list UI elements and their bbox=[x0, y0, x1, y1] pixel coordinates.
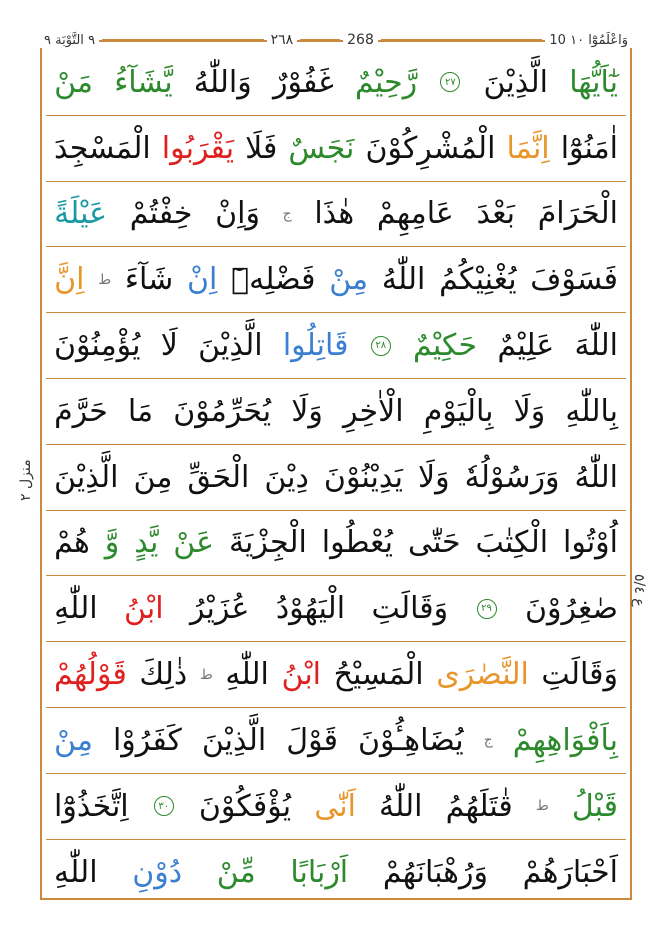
verse-word: مَا bbox=[127, 393, 154, 429]
verse-word: مِنْ bbox=[329, 262, 369, 298]
page-header bbox=[40, 30, 632, 50]
verse-word: مِنْ bbox=[54, 722, 93, 758]
verse-word: ابْنُ bbox=[124, 591, 164, 627]
verse-word: غَفُوْرٌ bbox=[272, 64, 334, 100]
verse-word: صٰغِرُوْنَ bbox=[524, 591, 618, 627]
verse-word: اِنْ bbox=[187, 262, 218, 298]
verse-word: اِنَّمَا bbox=[506, 130, 550, 166]
waqf-mark: ج bbox=[282, 205, 292, 222]
verse-word: يُغْنِيْكُمُ bbox=[439, 262, 517, 298]
header-rule-right bbox=[381, 39, 543, 42]
verse-word: الَّذِيْنَ bbox=[483, 64, 548, 100]
verse-word: حَتّٰى bbox=[407, 525, 461, 561]
verse-word: فَلَا bbox=[245, 130, 278, 166]
ayah-number-marker: ٣٠ bbox=[154, 796, 174, 816]
verse-line bbox=[46, 50, 626, 116]
verse-word: حَكِيْمٌ bbox=[412, 328, 478, 364]
verse-line bbox=[46, 182, 626, 248]
verse-word: اللّٰهِ bbox=[54, 591, 98, 627]
verse-word: رَّحِيْمٌ bbox=[355, 64, 418, 100]
verse-word: مِنَ bbox=[133, 459, 173, 495]
verse-word: اللّٰهَ bbox=[574, 328, 618, 364]
page-number-arabic: ٢٦٨ bbox=[267, 32, 298, 48]
verse-word: عَنْ bbox=[173, 525, 215, 561]
verse-word: اَحْبَارَهُمْ bbox=[522, 854, 618, 890]
verse-word: عَامِهِمْ bbox=[376, 196, 454, 232]
verse-word: عَيْلَةً bbox=[54, 196, 108, 232]
verse-word: وَاللّٰهُ bbox=[193, 64, 252, 100]
verse-word: ابْنُ bbox=[281, 657, 322, 693]
verse-line bbox=[46, 774, 626, 840]
verse-word: بَعْدَ bbox=[476, 196, 516, 232]
verse-line bbox=[46, 116, 626, 182]
verse-word: وَقَالَتِ bbox=[371, 591, 449, 627]
verse-word: وَلَا bbox=[513, 393, 546, 429]
waqf-mark: ط bbox=[535, 798, 549, 815]
verse-word: الَّذِيْنَ bbox=[201, 722, 267, 758]
verse-word: اَرْبَابًا bbox=[290, 854, 349, 890]
verse-word: الْمَسِيْحُ bbox=[333, 657, 424, 693]
verse-word: قَاتِلُوا bbox=[282, 328, 349, 364]
verse-word: بِالْيَوْمِ bbox=[423, 393, 494, 429]
verse-word: حَرَّمَ bbox=[54, 393, 108, 429]
verse-word: الْمَسْجِدَ bbox=[54, 130, 151, 166]
verse-word: الْحَقِّ bbox=[187, 459, 250, 495]
verse-word: اِتَّخَذُوْٓا bbox=[54, 788, 129, 824]
verse-word: الْكِتٰبَ bbox=[475, 525, 549, 561]
verse-line bbox=[46, 840, 626, 906]
verse-line bbox=[46, 379, 626, 445]
verse-word: وَاِنْ bbox=[215, 196, 260, 232]
page-number: 268 bbox=[343, 32, 378, 48]
ayah-number-marker: ٢٨ bbox=[371, 336, 391, 356]
verse-word: الْحَرَامَ bbox=[537, 196, 618, 232]
verse-word: يُحَرِّمُوْنَ bbox=[173, 393, 272, 429]
verse-line bbox=[46, 313, 626, 379]
verse-word: دُوْنِ bbox=[132, 854, 183, 890]
waqf-mark: ط bbox=[199, 666, 213, 683]
verse-line bbox=[46, 576, 626, 642]
verse-word: هٰذَا bbox=[314, 196, 355, 232]
verse-word: كَفَرُوْا bbox=[112, 722, 182, 758]
surah-label: 10 وَاعْلَمُوْٓا ١٠ bbox=[545, 33, 632, 48]
verse-word: شَآءَ bbox=[124, 262, 174, 298]
verse-word: فَسَوْفَ bbox=[530, 262, 618, 298]
verse-word: وَرُهْبَانَهُمْ bbox=[382, 854, 488, 890]
verse-word: يُؤْمِنُوْنَ bbox=[54, 328, 141, 364]
verse-word: بِاللّٰهِ bbox=[565, 393, 618, 429]
verse-word: اِنَّ bbox=[54, 262, 85, 298]
verse-word: الْيَهُوْدُ bbox=[275, 591, 346, 627]
ayah-number-marker: ٢٩ bbox=[477, 599, 497, 619]
verse-word: وَرَسُوْلُهٗ bbox=[464, 459, 560, 495]
verse-word: وَقَالَتِ bbox=[541, 657, 618, 693]
verse-word: اللّٰهُ bbox=[379, 788, 423, 824]
verse-word: خِفْتُمْ bbox=[129, 196, 193, 232]
verse-line bbox=[46, 708, 626, 774]
waqf-mark: ط bbox=[98, 271, 112, 288]
verse-word: النَّصٰرَى bbox=[436, 657, 529, 693]
verse-word: يَقْرَبُوا bbox=[161, 130, 235, 166]
verse-word: ذٰلِكَ bbox=[139, 657, 188, 693]
verse-word: وَلَا bbox=[417, 459, 450, 495]
verse-word: اللّٰهُ bbox=[381, 262, 426, 298]
juz-label: ٩ التَّوْبَة ٩ bbox=[40, 33, 99, 48]
verse-word: اُوْتُوا bbox=[562, 525, 618, 561]
verse-word: اللّٰهُ bbox=[574, 459, 618, 495]
verse-word: عُزَيْرُ bbox=[190, 591, 250, 627]
verse-word: فَضْلِهٖٓ bbox=[231, 262, 316, 298]
ayah-number-marker: ٢٧ bbox=[440, 72, 460, 92]
verse-word: هُمْ bbox=[54, 525, 90, 561]
verse-word: وَلَا bbox=[291, 393, 323, 429]
verse-word: يُؤْفَكُوْنَ bbox=[198, 788, 292, 824]
verse-word: يَدِيْنُوْنَ bbox=[323, 459, 403, 495]
verse-word: اللّٰهِ bbox=[54, 854, 98, 890]
verse-word: دِيْنَ bbox=[264, 459, 309, 495]
verse-word: عَلِيْمٌ bbox=[497, 328, 555, 364]
verse-word: يُضَاهِـُٔوْنَ bbox=[357, 722, 464, 758]
ruku-marker: ع ٥/٤ bbox=[631, 573, 647, 607]
verse-word: نَجَسٌ bbox=[288, 130, 355, 166]
verse-word: الْجِزْيَةَ bbox=[228, 525, 307, 561]
verse-word: يَّشَآءُ bbox=[114, 64, 173, 100]
verse-line bbox=[46, 642, 626, 708]
verse-word: مَنْ bbox=[54, 64, 93, 100]
verse-word: الَّذِيْنَ bbox=[198, 328, 263, 364]
verse-line bbox=[46, 247, 626, 313]
verse-word: لَا bbox=[160, 328, 178, 364]
verse-word: اللّٰهِ bbox=[225, 657, 269, 693]
verse-word: قَبْلُ bbox=[571, 788, 618, 824]
verse-word: الْاٰخِرِ bbox=[343, 393, 404, 429]
header-rule-mid bbox=[300, 39, 340, 42]
waqf-mark: ج bbox=[483, 732, 493, 749]
verse-word: قَوْلُهُمْ bbox=[54, 657, 127, 693]
verse-word: يَّدٍ bbox=[134, 525, 159, 561]
verse-word: قٰتَلَهُمُ bbox=[445, 788, 513, 824]
verse-word: الَّذِيْنَ bbox=[54, 459, 119, 495]
verse-word: يٰٓاَيُّهَا bbox=[569, 64, 618, 100]
verse-word: قَوْلَ bbox=[286, 722, 338, 758]
verse-word: يُعْطُوا bbox=[321, 525, 393, 561]
verse-line bbox=[46, 511, 626, 577]
header-rule-left bbox=[102, 39, 264, 42]
verse-line bbox=[46, 445, 626, 511]
manzil-marker: منزل ٢ bbox=[18, 459, 34, 501]
verse-word: مِّنْ bbox=[216, 854, 256, 890]
verse-word: بِاَفْوَاهِهِمْ bbox=[512, 722, 618, 758]
verse-word: الْمُشْرِكُوْنَ bbox=[365, 130, 496, 166]
verse-word: وَّ bbox=[104, 525, 120, 561]
verse-word: اٰمَنُوْٓا bbox=[560, 130, 618, 166]
verse-word: اَنّٰى bbox=[314, 788, 356, 824]
